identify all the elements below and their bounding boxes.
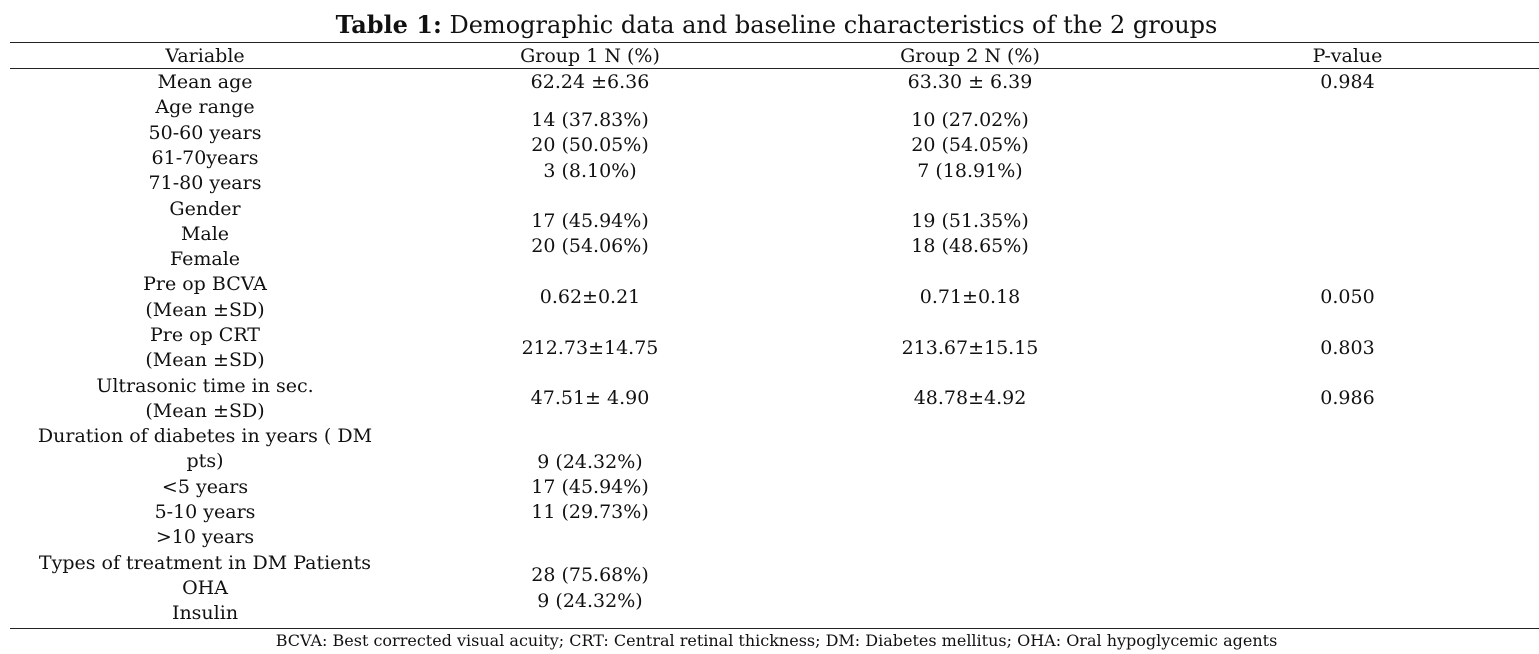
cell-variable-line: >10 years — [155, 526, 255, 549]
cell-group-2-line: 10 (27.02%) — [911, 108, 1029, 131]
cell-variable-line: 5-10 years — [154, 501, 256, 524]
cell-p-value-line: 0.986 — [1320, 387, 1375, 410]
cell-variable-line: Male — [180, 222, 230, 245]
cell-group-2 — [760, 209, 1180, 260]
cell-variable — [10, 95, 400, 196]
cell-variable-line: <5 years — [161, 475, 249, 498]
cell-variable-line: Types of treatment in DM Patients — [38, 551, 372, 574]
header-variable: Variable — [165, 45, 245, 67]
cell-group-2 — [760, 386, 1180, 411]
table-header-rule — [10, 68, 1539, 69]
cell-group-2-line: 20 (54.05%) — [911, 134, 1029, 157]
table-top-rule — [10, 42, 1539, 43]
cell-variable-line: pts) — [186, 450, 224, 473]
cell-variable — [10, 70, 400, 95]
cell-group-1-line: 9 (24.32%) — [537, 450, 643, 473]
cell-group-2 — [760, 285, 1180, 310]
cell-group-1-line: 20 (50.05%) — [531, 134, 649, 157]
cell-p-value-line: 0.803 — [1320, 336, 1375, 359]
header-p-value: P-value — [1312, 45, 1383, 67]
cell-group-1 — [390, 386, 790, 411]
cell-p-value-line: 0.050 — [1320, 286, 1375, 309]
cell-variable-line: Insulin — [171, 602, 239, 625]
cell-group-1 — [390, 70, 790, 95]
cell-group-2-line: 18 (48.65%) — [911, 235, 1029, 258]
cell-group-1 — [390, 209, 790, 260]
cell-group-2-line: 7 (18.91%) — [917, 159, 1023, 182]
cell-variable-line: Pre op CRT — [150, 324, 260, 346]
cell-variable-line: 71-80 years — [148, 172, 262, 195]
table-title-prefix: Table 1: — [335, 10, 442, 39]
cell-variable-line: Mean age — [157, 71, 253, 93]
cell-group-1-line: 47.51± 4.90 — [530, 387, 650, 410]
cell-group-2-line: 48.78±4.92 — [913, 387, 1027, 410]
cell-p-value — [1150, 70, 1539, 95]
table-title-text: Demographic data and baseline characteristics of the 2 groups — [449, 11, 1218, 39]
cell-group-2 — [760, 108, 1180, 184]
table-bottom-rule — [10, 628, 1539, 629]
cell-p-value — [1150, 336, 1539, 361]
cell-variable-line: 61-70years — [151, 146, 259, 169]
cell-variable — [10, 374, 400, 425]
header-group-2: Group 2 N (%) — [900, 45, 1040, 67]
cell-group-1-line: 17 (45.94%) — [531, 475, 649, 498]
cell-group-1-line: 3 (8.10%) — [543, 159, 637, 182]
cell-group-2-line: 213.67±15.15 — [901, 336, 1039, 359]
cell-group-1 — [390, 450, 790, 526]
cell-variable — [10, 424, 400, 550]
cell-variable-line: OHA — [182, 576, 228, 599]
header-group-1: Group 1 N (%) — [520, 45, 660, 67]
cell-group-1-line: 20 (54.06%) — [531, 235, 649, 258]
cell-variable — [10, 551, 400, 627]
cell-variable-line: (Mean ±SD) — [145, 399, 265, 422]
cell-p-value-line: 0.984 — [1320, 71, 1375, 93]
cell-group-1-line: 62.24 ±6.36 — [530, 71, 650, 93]
cell-p-value — [1150, 285, 1539, 310]
cell-variable-line: (Mean ±SD) — [145, 349, 265, 372]
cell-group-1-line: 212.73±14.75 — [521, 336, 659, 359]
cell-variable-line: Ultrasonic time in sec. — [96, 374, 314, 397]
table-footnote: BCVA: Best corrected visual acuity; CRT: Central retinal thickness; DM: Diabetes mellitus; OHA: Oral hypoglycemic agents — [275, 631, 1278, 650]
cell-group-1-line: 11 (29.73%) — [531, 501, 649, 524]
cell-variable — [10, 323, 400, 374]
cell-group-2 — [760, 70, 1180, 95]
cell-group-2-line: 63.30 ± 6.39 — [907, 71, 1033, 93]
cell-variable-line: Gender — [169, 197, 241, 220]
cell-group-1 — [390, 108, 790, 184]
cell-group-1-line: 17 (45.94%) — [531, 210, 649, 233]
cell-variable-line: Age range — [155, 96, 255, 119]
cell-variable — [10, 272, 400, 323]
table-title — [0, 10, 1539, 40]
cell-group-1-line: 9 (24.32%) — [537, 589, 643, 612]
cell-group-2-line: 19 (51.35%) — [911, 210, 1029, 233]
cell-group-1-line: 28 (75.68%) — [531, 564, 649, 587]
cell-group-1 — [390, 563, 790, 614]
cell-group-1 — [390, 285, 790, 310]
cell-group-2-line: 0.71±0.18 — [919, 286, 1021, 309]
cell-group-1-line: 0.62±0.21 — [539, 286, 641, 309]
cell-group-2 — [760, 336, 1180, 361]
cell-variable — [10, 197, 400, 273]
cell-variable-line: Pre op BCVA — [143, 273, 267, 296]
cell-group-1 — [390, 336, 790, 361]
cell-p-value — [1150, 386, 1539, 411]
cell-variable-line: 50-60 years — [148, 121, 262, 144]
cell-variable-line: (Mean ±SD) — [145, 298, 265, 321]
cell-group-1-line: 14 (37.83%) — [531, 108, 649, 131]
cell-variable-line: Duration of diabetes in years ( DM — [37, 425, 373, 448]
cell-variable-line: Female — [169, 248, 241, 271]
